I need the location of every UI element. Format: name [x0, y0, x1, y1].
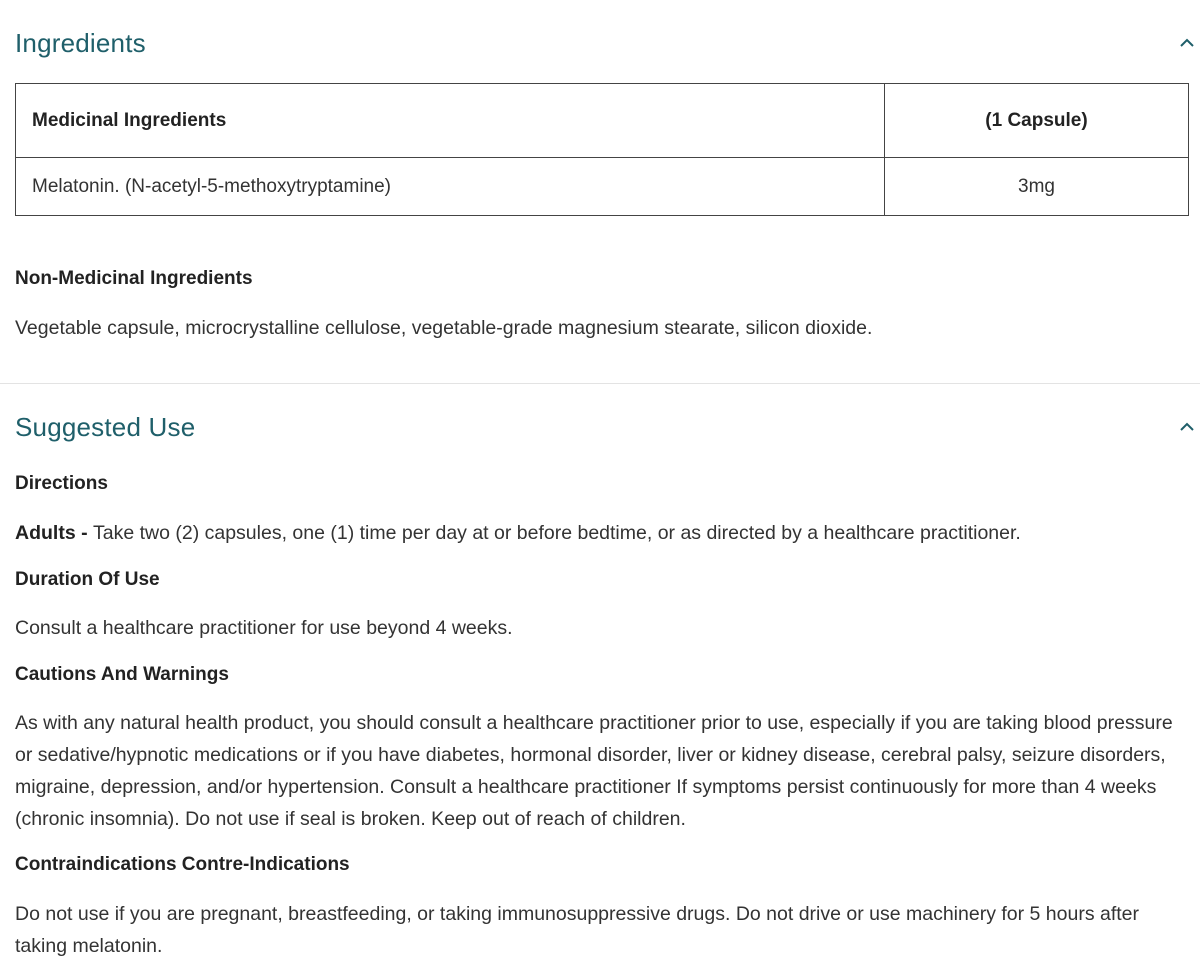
- duration-text: Consult a healthcare practitioner for use beyond 4 weeks.: [15, 617, 513, 639]
- suggested-use-title: Suggested Use: [15, 411, 196, 442]
- adults-text: Take two (2) capsules, one (1) time per day at or before bedtime, or as directed by a healthcare practitioner.: [93, 522, 1021, 544]
- ingredients-title: Ingredients: [15, 27, 146, 58]
- adults-label: Adults -: [15, 522, 93, 544]
- ingredient-amount-cell: 3mg: [885, 158, 1189, 216]
- directions-heading: Directions: [15, 473, 108, 494]
- chevron-up-icon[interactable]: [1180, 420, 1194, 434]
- chevron-up-icon[interactable]: [1180, 36, 1194, 50]
- ingredients-header[interactable]: [15, 24, 1200, 62]
- adults-directions: [15, 517, 1188, 549]
- table-header-amount: (1 Capsule): [885, 84, 1189, 158]
- table-header-medicinal: Medicinal Ingredients: [16, 84, 885, 158]
- contraindications-text: Do not use if you are pregnant, breastfeeding, or taking immunosuppressive drugs. Do not drive or use machinery for 5 hours after taking melatonin.: [15, 903, 1140, 957]
- suggested-use-header[interactable]: [15, 408, 1200, 446]
- cautions-text: As with any natural health product, you should consult a healthcare practitioner prior to use, especially if you are taking blood pressure or sedative/hypnotic medications or if you have diabetes, hormonal disorder, liver or kidney disease, cerebral palsy, seizure disorders, migraine, depression, and/or hypertension. Consult a healthcare practitioner If symptoms persist continuously for more than 4 weeks (chronic insomnia). Do not use if seal is broken. Keep out of reach of children.: [15, 712, 1173, 830]
- cautions-heading: Cautions And Warnings: [15, 664, 229, 685]
- ingredients-table: [15, 83, 1189, 216]
- section-divider: [0, 383, 1200, 384]
- non-medicinal-text: Vegetable capsule, microcrystalline cellulose, vegetable-grade magnesium stearate, silicon dioxide.: [15, 317, 873, 339]
- table-row: [16, 158, 1189, 216]
- table-header-row: [16, 84, 1189, 158]
- non-medicinal-heading: Non-Medicinal Ingredients: [15, 268, 253, 289]
- contraindications-heading: Contraindications Contre-Indications: [15, 854, 350, 875]
- ingredient-name-cell: Melatonin. (N-acetyl-5-methoxytryptamine): [16, 158, 885, 216]
- duration-heading: Duration Of Use: [15, 569, 160, 590]
